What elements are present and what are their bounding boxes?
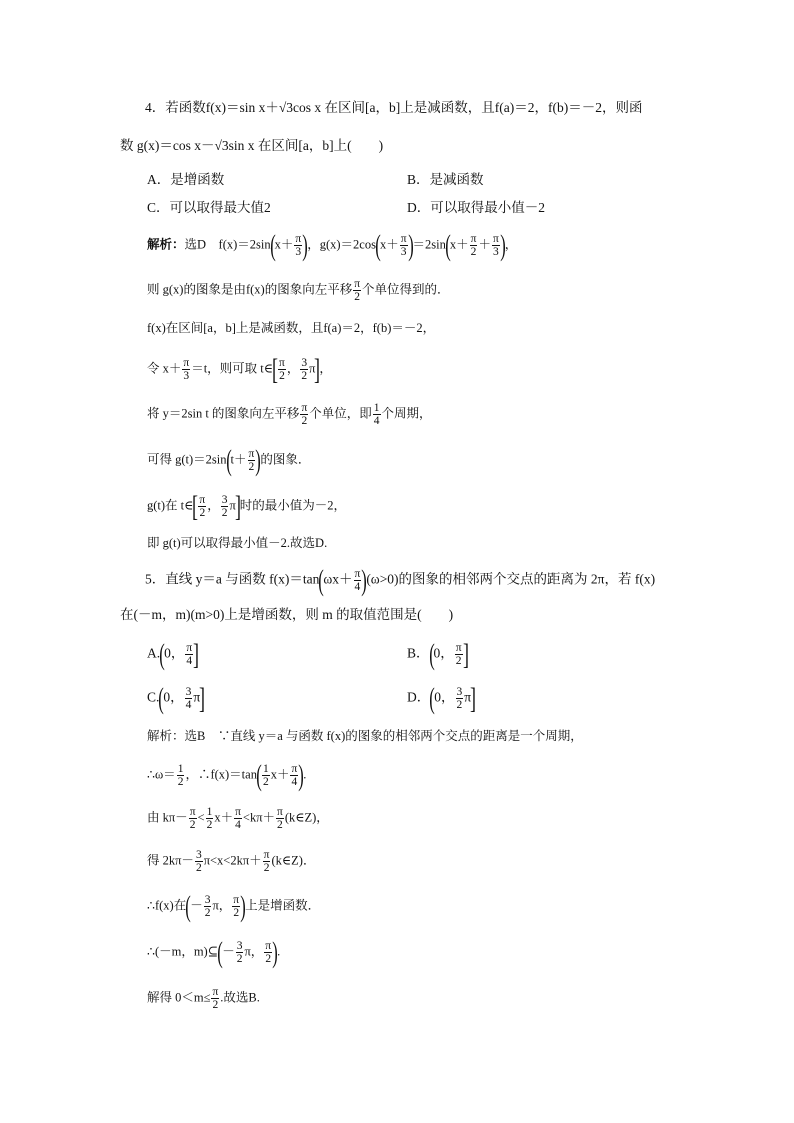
- q5-stem-line1: 5．直线 y＝a 与函数 f(x)＝tan(ωx＋ $\frac{\pi}{4}$ )(ω>0)的图象的相邻两个交点的距离为 2π，若 f(x): [145, 563, 656, 597]
- math-text: ，: [504, 237, 518, 252]
- q4-option-b: B．是减函数: [407, 172, 484, 187]
- paren-close: ): [298, 758, 305, 792]
- fraction: $\frac{3}{2}$: [301, 357, 308, 382]
- q4-sol6-tail: 的图象．: [260, 452, 311, 467]
- paren-open: (: [185, 889, 191, 923]
- paren-open: (: [217, 935, 223, 969]
- q5-option-b: [407, 637, 469, 671]
- paren-open: (: [159, 637, 165, 671]
- math-text: 0，: [164, 645, 185, 661]
- fraction: $\frac{3}{2}$: [195, 849, 202, 874]
- q5-sol4-tail: (k∈Z)．: [271, 853, 316, 868]
- math-text: π: [464, 689, 472, 705]
- paren-close: ): [240, 889, 246, 923]
- fraction: $\frac{\pi}{2}$: [233, 894, 240, 919]
- q4-stem-line1: 4．若函数f(x)＝sin x＋√3cos x 在区间[a，b]上是减函数，且f(a)＝2，f(b)＝－2，则函: [145, 100, 643, 115]
- q5-solution-line5: ∴f(x)在(－ $\frac{3}{2}$ π， $\frac{\pi}{2}$ )上是增函数．: [147, 889, 321, 923]
- bracket-close: ]: [234, 489, 241, 523]
- fraction: $\frac{\pi}{3}$: [183, 357, 190, 382]
- math-text: .: [303, 767, 307, 782]
- q4-sol7-text: g(t)在 t∈: [147, 498, 194, 513]
- option-label: C.: [147, 689, 160, 705]
- q4-sol4-text: 令 x＋: [147, 361, 182, 376]
- fraction: $\frac{\pi}{3}$: [400, 233, 407, 258]
- q5-option-c: [147, 681, 206, 715]
- fraction: $\frac{\pi}{2}$: [212, 986, 219, 1011]
- fraction: $\frac{\pi}{2}$: [199, 494, 206, 519]
- q4-sol4-text2: ＝t，则可取 t∈: [191, 361, 274, 376]
- math-text: x＋: [379, 237, 399, 252]
- q5-option-a: [147, 637, 200, 671]
- fraction: $\frac{\pi}{2}$: [279, 357, 285, 382]
- fraction: $\frac{\pi}{2}$: [354, 278, 361, 303]
- paren-open: (: [158, 681, 165, 715]
- option-label: A.: [147, 645, 161, 661]
- q4-sol1-gx: ，g(x)＝2cos: [307, 237, 376, 252]
- paren-open: (: [269, 228, 276, 262]
- q5-solution-line6: ∴(－m，m)⊆(－ $\frac{3}{2}$ π， $\frac{\pi}{2}$ ).: [147, 935, 281, 969]
- q5-sol3-text: 由 kπ－: [147, 810, 188, 825]
- q4-solution-line6: [147, 443, 311, 477]
- math-text: ，: [319, 361, 332, 376]
- bracket-close: ]: [314, 352, 321, 386]
- q5-solution-line4: [147, 849, 315, 874]
- fraction: $\frac{1}{2}$: [262, 763, 269, 788]
- fraction: $\frac{1}{4}$: [373, 402, 380, 427]
- fraction: $\frac{\pi}{3}$: [492, 233, 499, 258]
- math-text: t＋: [230, 452, 247, 467]
- q5-sol7-tail: .故选B.: [220, 990, 260, 1005]
- math-text: π，: [244, 944, 264, 959]
- paren-close: ): [500, 228, 506, 262]
- bracket-close: ]: [462, 637, 469, 671]
- q4-solution-line4: [147, 352, 332, 386]
- math-text: x＋: [449, 237, 469, 252]
- bracket-open: [: [272, 352, 279, 386]
- q5-sol2-text: ∴ω＝: [147, 767, 176, 782]
- q4-sol1-fx: 选D f(x)＝2sin: [184, 237, 271, 252]
- q5-solution-line3: 由 kπ－ $\frac{\pi}{2}$ < $\frac{1}{2}$ x＋ $\frac{\pi}{4}$ <kπ＋ $\frac{\pi}{2}$ (k∈Z)，: [147, 806, 329, 831]
- paren-open: (: [225, 443, 232, 477]
- fraction: $\frac{\pi}{4}$: [235, 806, 241, 831]
- paren-open: (: [445, 228, 451, 262]
- math-text: π: [309, 361, 316, 376]
- bracket-close: ]: [199, 681, 206, 715]
- q4-sol5-text2: 个单位，即: [309, 406, 372, 421]
- fraction: $\frac{\pi}{4}$: [354, 568, 361, 593]
- paren-close: ): [255, 443, 262, 477]
- solution-label: 解析：: [147, 237, 185, 252]
- q4-option-a: A．是增函数: [147, 172, 225, 187]
- math-text: 0，: [163, 689, 184, 705]
- q5-solution-line2: [147, 758, 307, 792]
- fraction: $\frac{\pi}{4}$: [291, 763, 298, 788]
- fraction: $\frac{1}{2}$: [177, 763, 184, 788]
- q5-option-d: [407, 681, 477, 715]
- q5-sol6-text: ∴(－m，m)⊆: [147, 944, 219, 959]
- math-text: x＋: [214, 810, 234, 825]
- option-label: B．: [407, 645, 430, 661]
- fraction: $\frac{\pi}{2}$: [301, 402, 308, 427]
- option-label: D．: [407, 689, 431, 705]
- q4-stem-line2: 数 g(x)＝cos x－√3sin x 在区间[a，b]上( ): [120, 138, 384, 153]
- q4-solution-line2: [147, 278, 450, 303]
- q5-stem-line2: 在(－m，m)(m>0)上是增函数，则 m 的取值范围是( ): [120, 607, 454, 622]
- q4-sol7-tail: 时的最小值为－2，: [239, 498, 347, 513]
- fraction: $\frac{\pi}{4}$: [186, 642, 193, 667]
- q5-sol4-text: 得 2kπ－: [147, 853, 194, 868]
- fraction: $\frac{\pi}{2}$: [248, 448, 255, 473]
- q5-sol2-text2: ，∴f(x)＝tan: [185, 767, 257, 782]
- fraction: $\frac{\pi}{2}$: [265, 940, 272, 965]
- q4-option-d: D．可以取得最小值－2: [407, 200, 545, 215]
- math-text: ，: [286, 361, 300, 376]
- fraction: $\frac{\pi}{2}$: [263, 849, 270, 874]
- paren-open: (: [256, 758, 262, 792]
- q5-stem-text2: (ω>0)的图象的相邻两个交点的距离为 2π，若 f(x): [366, 571, 656, 587]
- math-text: 0，: [433, 645, 454, 661]
- fraction: $\frac{\pi}{2}$: [277, 806, 283, 831]
- math-text: x＋: [274, 237, 294, 252]
- bracket-close: ]: [470, 681, 477, 715]
- q4-solution-line5: [147, 402, 432, 427]
- fraction: $\frac{\pi}{2}$: [189, 806, 196, 831]
- q5-solution-line7: [147, 986, 260, 1011]
- q4-solution-line3: f(x)在区间[a，b]上是减函数，且f(a)＝2，f(b)＝－2，: [147, 321, 436, 335]
- q4-sol6-text: 可得 g(t)＝2sin: [147, 452, 227, 467]
- paren-close: ): [272, 935, 278, 969]
- q4-solution-line8: 即 g(t)可以取得最小值－2.故选D.: [147, 536, 328, 550]
- fraction: $\frac{3}{2}$: [221, 494, 228, 519]
- math-text: π，: [212, 898, 232, 913]
- paren-open: (: [318, 563, 325, 597]
- q4-solution-line1: 解析：选D f(x)＝2sin(x＋ $\frac{\pi}{3}$ )，g(x)＝2cos(x＋ $\frac{\pi}{3}$ )＝2sin(x＋ $\frac{\pi}{2}$ ＋ $\frac{\pi}{3}$ )，: [147, 228, 518, 262]
- paren-close: ): [302, 228, 308, 262]
- math-text: π: [193, 689, 201, 705]
- paren-close: ): [361, 563, 368, 597]
- q5-sol5-tail: 上是增函数．: [245, 898, 321, 913]
- q4-sol5-text3: 个周期，: [381, 406, 432, 421]
- q5-sol3-tail: (k∈Z)，: [284, 810, 329, 825]
- math-text: 0，: [434, 689, 455, 705]
- q5-sol7-text: 解得 0＜m≤: [147, 990, 211, 1005]
- math-text: π: [229, 498, 236, 513]
- q5-stem-text: 5．直线 y＝a 与函数 f(x)＝tan: [145, 571, 320, 587]
- math-text: .: [277, 944, 281, 959]
- q4-solution-line7: [147, 489, 347, 523]
- fraction: $\frac{3}{2}$: [236, 940, 243, 965]
- q4-sol2-text: 则 g(x)的图象是由f(x)的图象向左平移: [147, 282, 353, 297]
- paren-open: (: [428, 637, 435, 671]
- fraction: $\frac{3}{2}$: [204, 894, 211, 919]
- q5-solution-line1: 解析：选B ∵直线 y＝a 与函数 f(x)的图象的相邻两个交点的距离是一个周期，: [147, 729, 583, 743]
- bracket-open: [: [192, 489, 199, 523]
- q4-sol5-text: 将 y＝2sin t 的图象向左平移: [147, 406, 300, 421]
- paren-open: (: [429, 681, 435, 715]
- q5-sol4-text2: π<x<2kπ＋: [203, 853, 262, 868]
- math-text: ，: [207, 498, 220, 513]
- fraction: $\frac{\pi}{2}$: [455, 642, 462, 667]
- q4-sol1-eq: ＝2sin: [412, 237, 446, 252]
- q4-sol2-tail: 个单位得到的．: [362, 282, 450, 297]
- paren-close: ): [407, 228, 414, 262]
- bracket-close: ]: [193, 637, 200, 671]
- fraction: $\frac{3}{4}$: [185, 686, 192, 711]
- q5-sol5-text: ∴f(x)在: [147, 898, 187, 913]
- math-text: x＋: [270, 767, 290, 782]
- paren-open: (: [375, 228, 381, 262]
- fraction: $\frac{\pi}{3}$: [295, 233, 302, 258]
- fraction: $\frac{3}{2}$: [456, 686, 463, 711]
- fraction: $\frac{\pi}{2}$: [470, 233, 477, 258]
- fraction: $\frac{1}{2}$: [206, 806, 213, 831]
- q4-option-c: C．可以取得最大值2: [147, 200, 271, 215]
